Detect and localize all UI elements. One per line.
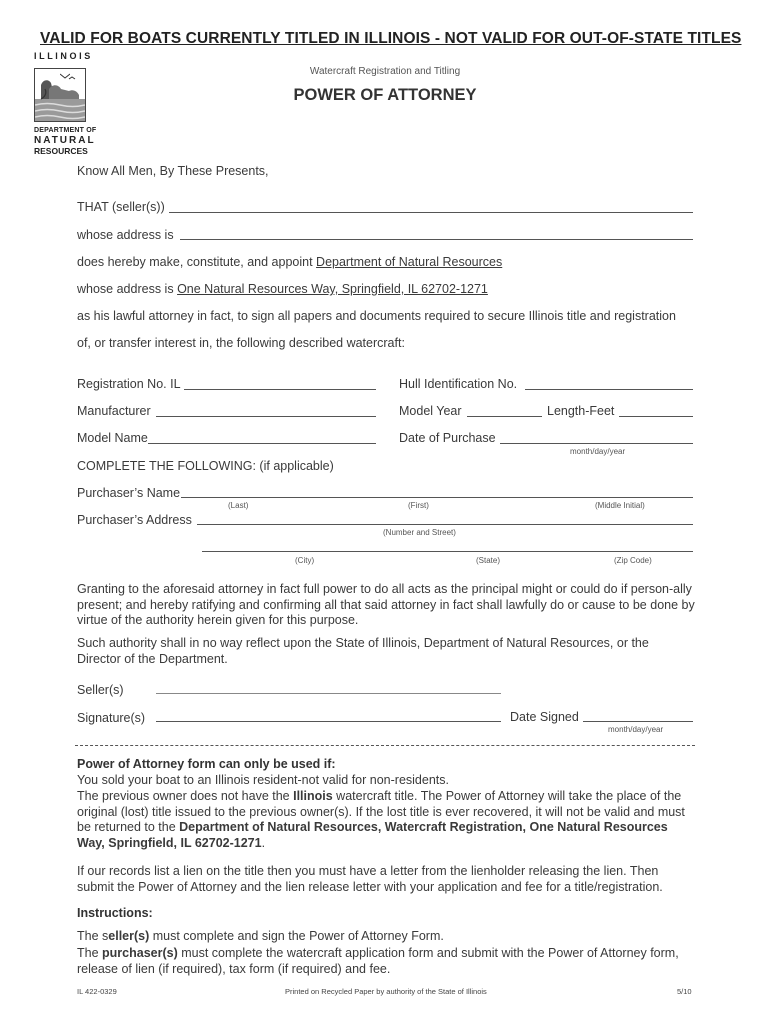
validity-banner: VALID FOR BOATS CURRENTLY TITLED IN ILLINOIS - NOT VALID FOR OUT-OF-STATE TITLES [40, 30, 742, 47]
lien-paragraph: If our records list a lien on the title then you must have a letter from the lienholder releasing the lien. Then submit the Power of Attorney and the lien release letter with your application and fee for a title/registration. [77, 864, 663, 894]
instruction-1 [77, 929, 695, 945]
dnr-address-prefix: whose address is [77, 282, 178, 296]
revision-date: 5/10 [677, 987, 692, 996]
purchaser-address-label: Purchaser’s Address [77, 513, 192, 527]
city-hint: (City) [295, 556, 315, 565]
model-name-field[interactable] [148, 443, 376, 444]
purchaser-name-label: Purchaser’s Name [77, 486, 181, 500]
hull-field[interactable] [525, 389, 693, 390]
usage-line-1: You sold your boat to an Illinois resident-not valid for non-residents. [77, 773, 449, 787]
hull-label: Hull Identification No. [399, 377, 518, 391]
authority-paragraph: Such authority shall in no way reflect upon the State of Illinois, Department of Natural Resources, or the Director of the Department. [77, 636, 649, 666]
logo-dept-line2: NATURAL [34, 135, 96, 146]
signatures-field[interactable] [156, 721, 501, 722]
manufacturer-field[interactable] [156, 416, 376, 417]
instr1-a: The s [77, 929, 109, 943]
usage-p2-e: . [261, 835, 266, 850]
appoint-prefix: does hereby make, constitute, and appoint [77, 255, 317, 269]
zip-hint: (Zip Code) [614, 556, 652, 565]
instr1-b: eller(s) [108, 929, 150, 943]
form-subtitle: Watercraft Registration and Titling [309, 66, 461, 77]
length-label: Length-Feet [547, 404, 615, 418]
address-label: whose address is [77, 228, 174, 242]
sellers-label: Seller(s) [77, 683, 124, 697]
registration-label: Registration No. IL [77, 377, 181, 391]
logo-state-name: ILLINOIS [34, 51, 93, 61]
instr2-c: must complete the watercraft application form and submit with the Power of Attorney form, release of lien (if required), tax form (if required) and fee. [77, 946, 679, 976]
date-signed-format: month/day/year [608, 725, 664, 734]
middle-initial-hint: (Middle Initial) [595, 501, 645, 510]
usage-p2-d: Department of Natural Resources, Watercraft Registration, One Natural Resources Way, Springfield, IL 62702-1271 [77, 820, 668, 850]
state-hint: (State) [476, 556, 501, 565]
date-purchase-field[interactable] [500, 443, 693, 444]
model-year-label: Model Year [399, 404, 462, 418]
instr2-b: purchaser(s) [102, 946, 178, 960]
instr1-c: must complete and sign the Power of Attorney Form. [149, 929, 444, 943]
granting-paragraph: Granting to the aforesaid attorney in fact full power to do all acts as the principal might or could do if person-ally present; and hereby ratifying and confirming all that said attorney in fact shall lawfully do or cause to be done by virtue of the authority herein given for this purpose. [77, 582, 695, 627]
manufacturer-label: Manufacturer [77, 404, 151, 418]
model-year-field[interactable] [467, 416, 542, 417]
instruction-2 [77, 946, 695, 977]
logo-dept-line3: RESOURCES [34, 146, 88, 156]
form-number: IL 422-0329 [77, 987, 117, 996]
registration-field[interactable] [184, 389, 376, 390]
logo-dept-line1: DEPARTMENT OF [34, 127, 97, 134]
first-name-hint: (First) [408, 501, 429, 510]
lawful-line-1: as his lawful attorney in fact, to sign all papers and documents required to secure Illinois title and registration [77, 309, 676, 323]
dnr-address: One Natural Resources Way, Springfield, IL 62702-1271 [177, 282, 488, 296]
sellers-field[interactable] [156, 693, 501, 694]
date-purchase-format: month/day/year [570, 447, 626, 456]
usage-p2-a: The previous owner does not have the [77, 789, 294, 803]
appoint-text [77, 255, 502, 269]
dnr-address-text [77, 282, 488, 296]
complete-following-label: COMPLETE THE FOLLOWING: (if applicable) [77, 459, 334, 473]
signatures-label: Signature(s) [77, 711, 146, 725]
date-purchase-label: Date of Purchase [399, 431, 496, 445]
date-signed-label: Date Signed [510, 710, 579, 724]
appoint-name: Department of Natural Resources [316, 255, 503, 269]
usage-heading: Power of Attorney form can only be used if: [77, 757, 336, 771]
instructions-heading: Instructions: [77, 906, 153, 920]
seller-address-field[interactable] [180, 239, 693, 240]
form-title: POWER OF ATTORNEY [293, 86, 477, 104]
length-field[interactable] [619, 416, 693, 417]
model-name-label: Model Name [77, 431, 148, 445]
purchaser-name-field[interactable] [181, 497, 693, 498]
instr2-a: The [77, 946, 103, 960]
usage-p2-b: Illinois [293, 789, 333, 803]
greeting-text: Know All Men, By These Presents, [77, 164, 269, 178]
last-name-hint: (Last) [228, 501, 249, 510]
lawful-line-2: of, or transfer interest in, the following described watercraft: [77, 336, 405, 350]
cut-line [75, 745, 695, 746]
printed-note: Printed on Recycled Paper by authority of the State of Illinois [285, 987, 487, 996]
purchaser-city-state-zip-field[interactable] [202, 551, 693, 552]
seller-field[interactable] [169, 212, 693, 213]
street-hint: (Number and Street) [383, 528, 456, 537]
usage-paragraph-2 [77, 789, 695, 851]
seller-label: THAT (seller(s)) [77, 200, 165, 214]
usage-p2-c: watercraft title. The Power of Attorney will take the place of the original (lost) title issued to the previous owner(s). If the lost title is ever recovered, it will not be valid and must be returned to the [77, 789, 685, 834]
purchaser-street-field[interactable] [197, 524, 693, 525]
date-signed-field[interactable] [583, 721, 693, 722]
